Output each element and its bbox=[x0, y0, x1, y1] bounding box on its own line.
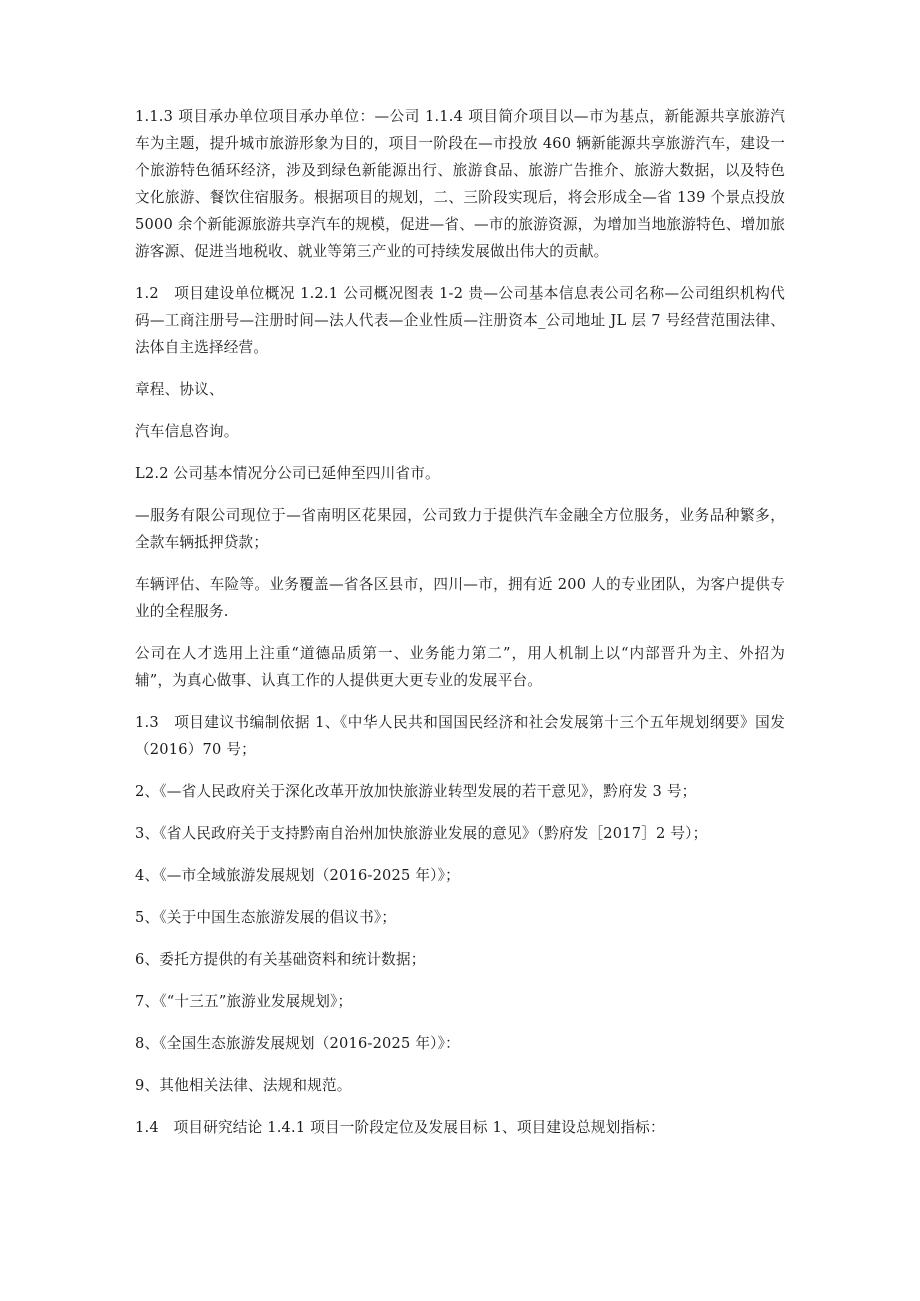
paragraph-basis-8: 8、《全国生态旅游发展规划（2016-2025 年）》： bbox=[135, 1035, 460, 1052]
paragraph-project-intro: 1.1.3 项目承办单位项目承办单位：—公司 1.1.4 项目简介项目以—市为基点，新能源共享旅游汽车为主题，提升城市旅游形象为目的，项目一阶段在—市投放 460 辆新能源共享旅游汽车，建设一个旅游特色循环经济，涉及到绿色新能源出行、旅游食品、旅游广告推介、旅游大数据，以及特色文化旅游、餐饮住宿服务。根据项目的规划，二、三阶段实现后，将会形成全—省 139 个景点投放 5000 余个新能源旅游共享汽车的规模，促进—省、—市的旅游资源，为增加当地旅游特色、增加旅游客源、促进当地税收、就业等第三产业的可持续发展做出伟大的贡献。 bbox=[135, 108, 785, 260]
paragraph-company-location: —服务有限公司现位于—省南明区花果园，公司致力于提供汽车金融全方位服务，业务品种繁多，全款车辆抵押贷款； bbox=[135, 507, 785, 551]
paragraph-business-coverage: 车辆评估、车险等。业务覆盖—省各区县市，四川—市，拥有近 200 人的专业团队，为客户提供专业的全程服务. bbox=[135, 576, 785, 620]
paragraph-basis-3: 3、《省人民政府关于支持黔南自治州加快旅游业发展的意见》（黔府发［2017］2 号）； bbox=[135, 825, 708, 842]
paragraph-talent-policy: 公司在人才选用上注重“道德品质第一、业务能力第二”，用人机制上以“内部晋升为主、外招为辅”，为真心做事、认真工作的人提供更大更专业的发展平台。 bbox=[135, 645, 785, 689]
paragraph-basis-1: 1.3 项目建议书编制依据 1、《中华人民共和国国民经济和社会发展第十三个五年规划纲要》国发（2016）70 号； bbox=[135, 714, 785, 758]
paragraph-basis-7: 7、《“十三五”旅游业发展规划》； bbox=[135, 993, 353, 1010]
paragraph-basis-9: 9、其他相关法律、法规和规范。 bbox=[135, 1077, 352, 1094]
paragraph-company-overview: 1.2 项目建设单位概况 1.2.1 公司概况图表 1-2 贵—公司基本信息表公司名称—公司组织机构代码—工商注册号—注册时间—法人代表—企业性质—注册资本_公司地址 JL 层 7 号经营范围法律、法体自主选择经营。 bbox=[135, 285, 785, 356]
paragraph-consulting: 汽车信息咨询。 bbox=[135, 423, 239, 440]
paragraph-basis-4: 4、《—市全域旅游发展规划（2016-2025 年）》； bbox=[135, 867, 460, 884]
paragraph-basis-6: 6、委托方提供的有关基础资料和统计数据； bbox=[135, 951, 426, 968]
paragraph-conclusion: 1.4 项目研究结论 1.4.1 项目一阶段定位及发展目标 1、项目建设总规划指标： bbox=[135, 1119, 665, 1136]
paragraph-company-basics: L2.2 公司基本情况分公司已延伸至四川省市。 bbox=[135, 465, 440, 482]
paragraph-basis-5: 5、《关于中国生态旅游发展的倡议书》； bbox=[135, 909, 397, 926]
paragraph-charter: 章程、协议、 bbox=[135, 381, 224, 398]
paragraph-basis-2: 2、《—省人民政府关于深化改革开放加快旅游业转型发展的若干意见》，黔府发 3 号； bbox=[135, 783, 697, 800]
document-body bbox=[135, 103, 785, 1156]
